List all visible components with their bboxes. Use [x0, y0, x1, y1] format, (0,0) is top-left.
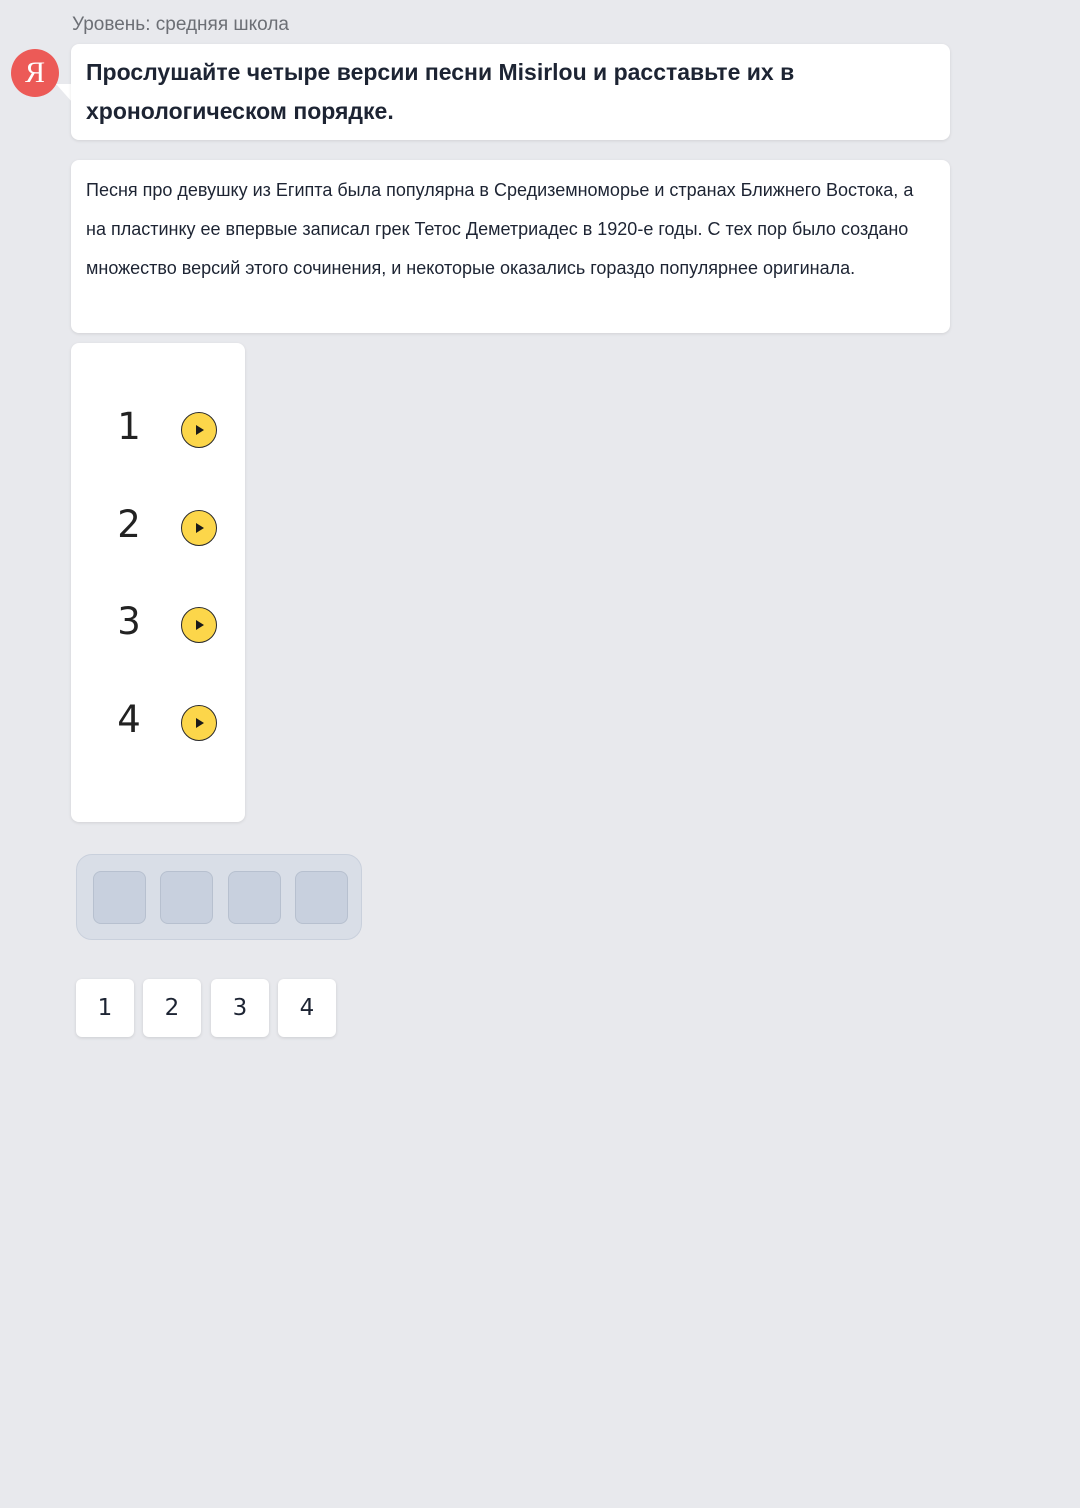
- play-icon: [196, 620, 204, 630]
- track-number: 1: [117, 405, 141, 448]
- track-item: [71, 404, 245, 464]
- option-tile-1[interactable]: 1: [76, 979, 134, 1037]
- play-icon: [196, 523, 204, 533]
- speech-bubble-tail: [56, 84, 72, 102]
- question-text: Прослушайте четыре версии песни Misirlou и расставьте их в хронологическом порядке.: [86, 59, 795, 124]
- play-button[interactable]: [181, 412, 217, 448]
- answer-slot-4[interactable]: [295, 871, 348, 924]
- question-card: [71, 44, 950, 140]
- track-item: [71, 502, 245, 562]
- track-item: [71, 697, 245, 757]
- track-item: [71, 599, 245, 659]
- track-number: 2: [117, 503, 141, 546]
- answer-slot-1[interactable]: [93, 871, 146, 924]
- description-card: [71, 160, 950, 333]
- option-tile-3[interactable]: 3: [211, 979, 269, 1037]
- description-text: Песня про девушку из Египта была популярна в Средиземноморье и странах Ближнего Востока, а на пластинку ее впервые записал грек Тетос Деметриадес в 1920-е годы. С тех пор было создано множество версий этого сочинения, и некоторые оказались гораздо популярнее оригинала.: [86, 180, 914, 278]
- play-button[interactable]: [181, 705, 217, 741]
- answer-tray: [76, 854, 362, 940]
- option-tile-2[interactable]: 2: [143, 979, 201, 1037]
- tracks-card: [71, 343, 245, 822]
- track-number: 3: [117, 600, 141, 643]
- play-button[interactable]: [181, 510, 217, 546]
- level-label: Уровень: средняя школа: [72, 14, 289, 35]
- answer-slot-3[interactable]: [228, 871, 281, 924]
- answer-slot-2[interactable]: [160, 871, 213, 924]
- play-icon: [196, 718, 204, 728]
- track-number: 4: [117, 698, 141, 741]
- play-button[interactable]: [181, 607, 217, 643]
- play-icon: [196, 425, 204, 435]
- yandex-avatar: Я: [11, 49, 59, 97]
- option-tile-4[interactable]: 4: [278, 979, 336, 1037]
